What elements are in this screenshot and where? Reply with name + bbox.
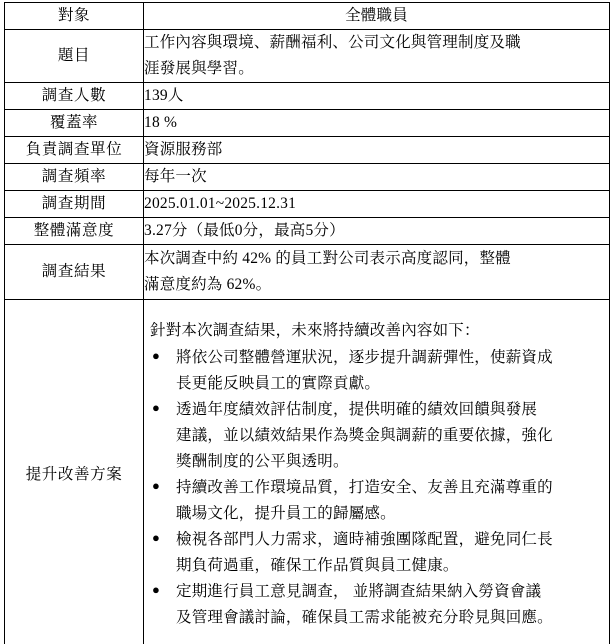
list-item-text [176, 397, 607, 475]
text-line: 資源服務部 [144, 141, 223, 159]
survey-table-body [5, 3, 610, 644]
row-label-responsible-unit: 負責調查單位 [5, 137, 144, 164]
list-item [150, 527, 607, 579]
list-item-text [176, 527, 607, 579]
text-line: 職場文化，提升員工的歸屬感。 [176, 505, 396, 523]
row-value-coverage-rate [144, 110, 610, 137]
text-line: 透過年度績效評估制度，提供明確的績效回饋與發展 [176, 401, 538, 419]
bullet-icon: ● [152, 400, 161, 416]
table-row [5, 30, 610, 83]
bullet-icon: ● [152, 478, 161, 494]
table-row [5, 300, 610, 644]
text-line: 全體職員 [345, 7, 408, 24]
list-item [150, 397, 607, 475]
text-line: 建議，並以績效結果作為獎金與調薪的重要依據，強化 [176, 427, 553, 445]
row-label-target: 對象 [5, 3, 144, 30]
value-lines [144, 83, 609, 109]
text-line: 獎酬制度的公平與透明。 [176, 453, 349, 471]
value-lines [144, 3, 609, 29]
text-line: 3.27分（最低0分，最高5分） [144, 222, 345, 240]
text-line: 2025.01.01~2025.12.31 [144, 195, 297, 213]
text-line: 定期進行員工意見調查， 並將調查結果納入勞資會議 [176, 583, 542, 601]
row-value-target [144, 3, 610, 30]
improvement-plan-list [150, 345, 607, 631]
text-line: 及管理會議討論，確保員工需求能被充分聆見與回應。 [176, 609, 553, 627]
bullet-icon: ● [152, 582, 161, 598]
list-item-text [176, 475, 607, 527]
text-line: 滿意度約為 62%。 [144, 276, 272, 294]
row-value-period [144, 191, 610, 218]
row-value-frequency [144, 164, 610, 191]
row-label-period: 調查期間 [5, 191, 144, 218]
text-line: 139人 [144, 87, 184, 105]
bullet-icon: ● [152, 348, 161, 364]
table-row [5, 218, 610, 245]
text-line: 18 % [144, 114, 178, 132]
text-line: 期負荷過重，確保工作品質與員工健康。 [176, 557, 459, 575]
row-value-respondent-count [144, 83, 610, 110]
row-label-coverage-rate: 覆蓋率 [5, 110, 144, 137]
row-value-topic [144, 30, 610, 83]
text-line: 長更能反映員工的實際貢獻。 [176, 375, 381, 393]
text-line: 持續改善工作環境品質，打造安全、友善且充滿尊重的 [176, 479, 553, 497]
table-row [5, 110, 610, 137]
text-line: 本次調查中約 42% 的員工對公司表示高度認同，整體 [144, 250, 511, 268]
table-row [5, 137, 610, 164]
list-item [150, 345, 607, 397]
improvement-plan-content [144, 316, 609, 633]
row-value-improvement-plan [144, 300, 610, 644]
row-label-topic: 題目 [5, 30, 144, 83]
list-item-text [176, 579, 607, 631]
value-lines [144, 30, 609, 82]
list-item-text [176, 345, 607, 397]
row-label-survey-result: 調查結果 [5, 245, 144, 300]
value-lines [144, 137, 609, 163]
row-value-survey-result [144, 245, 610, 300]
table-row [5, 245, 610, 300]
value-lines [144, 110, 609, 136]
row-label-respondent-count: 調查人數 [5, 83, 144, 110]
row-label-improvement-plan: 提升改善方案 [5, 300, 144, 644]
table-row [5, 164, 610, 191]
value-lines [144, 191, 609, 217]
value-lines [144, 164, 609, 190]
list-item [150, 579, 607, 631]
row-value-responsible-unit [144, 137, 610, 164]
table-row [5, 191, 610, 218]
value-lines [144, 218, 609, 244]
improvement-plan-intro: 針對本次調查結果，未來將持續改善內容如下： [150, 322, 480, 340]
row-label-overall-satisfaction: 整體滿意度 [5, 218, 144, 245]
value-lines [144, 246, 609, 298]
row-value-overall-satisfaction [144, 218, 610, 245]
text-line: 工作內容與環境、薪酬福利、公司文化與管理制度及職 [144, 34, 521, 52]
table-row [5, 3, 610, 30]
text-line: 涯發展與學習。 [144, 60, 254, 78]
survey-summary-table [4, 2, 610, 644]
text-line: 每年一次 [144, 168, 207, 186]
text-line: 檢視各部門人力需求，適時補強團隊配置，避免同仁長 [176, 531, 553, 549]
table-row [5, 83, 610, 110]
list-item [150, 475, 607, 527]
row-label-frequency: 調查頻率 [5, 164, 144, 191]
text-line: 將依公司整體營運狀況，逐步提升調薪彈性，使薪資成 [176, 349, 553, 367]
bullet-icon: ● [152, 530, 161, 546]
